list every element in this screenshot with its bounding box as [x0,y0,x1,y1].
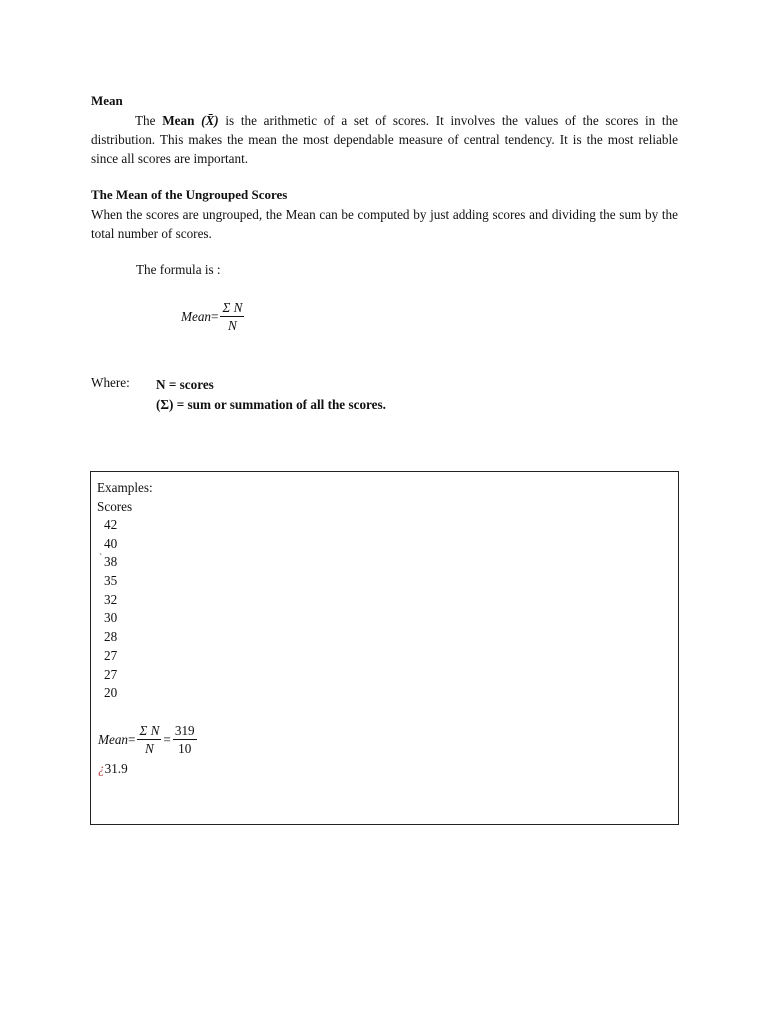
example-formula-numerator: Σ N [139,723,160,738]
definitions [156,375,386,415]
score-item: 30 [104,610,118,626]
example-formula-equals-2: = [163,731,171,747]
heading-ungrouped-scores: The Mean of the Ungrouped Scores [91,187,288,202]
result-glyph: ¿ [98,761,105,776]
score-item: 27 [104,666,118,682]
example-title-block [97,478,153,516]
example-formula-fraction-symbolic [137,722,161,757]
formula-denominator: N [228,318,237,333]
score-item: 20 [104,685,118,701]
stray-tick-mark: ` [99,553,103,564]
formula-numerator: Σ N [222,300,243,315]
score-item: 32 [104,591,118,607]
formula-lhs: Mean [181,308,212,324]
result-value: 31.9 [104,761,128,776]
ungrouped-paragraph: When the scores are ungrouped, the Mean can be computed by just adding scores and dividing the sum by the total number of scores. [91,207,678,241]
example-formula-fraction-numeric [173,722,197,757]
scores-list [104,516,117,703]
score-item: 42 [104,517,118,532]
score-item: 40 [104,535,118,551]
scores-label: Scores [97,499,133,514]
example-formula-equals-1: = [128,731,136,747]
example-result [98,761,128,777]
example-formula-count: 10 [178,741,192,756]
score-item: 35 [104,573,118,589]
example-box [90,471,679,825]
formula-equals: = [211,308,219,324]
examples-label: Examples: [97,480,153,495]
score-item: 28 [104,629,118,645]
example-mean-formula [98,722,199,757]
heading-mean: Mean [91,93,123,108]
formula-fraction [220,299,244,334]
example-formula-sum: 319 [174,723,195,738]
example-formula-lhs: Mean [98,731,129,747]
mean-formula [181,299,246,334]
definition-sigma: (Σ) = sum or summation of all the scores. [156,397,386,412]
definition-n: N = scores [156,377,214,392]
mean-bold-term: Mean [162,113,195,128]
formula-label: The formula is : [136,262,221,277]
example-formula-denominator: N [145,741,154,756]
mean-definition-text: is the arithmetic of a set of scores. It involves the values of the scores in the distribution. This makes the mean the most dependable measure of central tendency. It is the most reliable since all scores are important. [91,113,679,166]
score-item: 27 [104,647,118,663]
score-item: 38 [104,554,118,570]
where-label: Where: [91,375,130,390]
mean-intro-word: The [135,113,156,128]
x-bar-symbol: (X̄) [201,113,219,128]
mean-definition-paragraph [91,111,678,168]
